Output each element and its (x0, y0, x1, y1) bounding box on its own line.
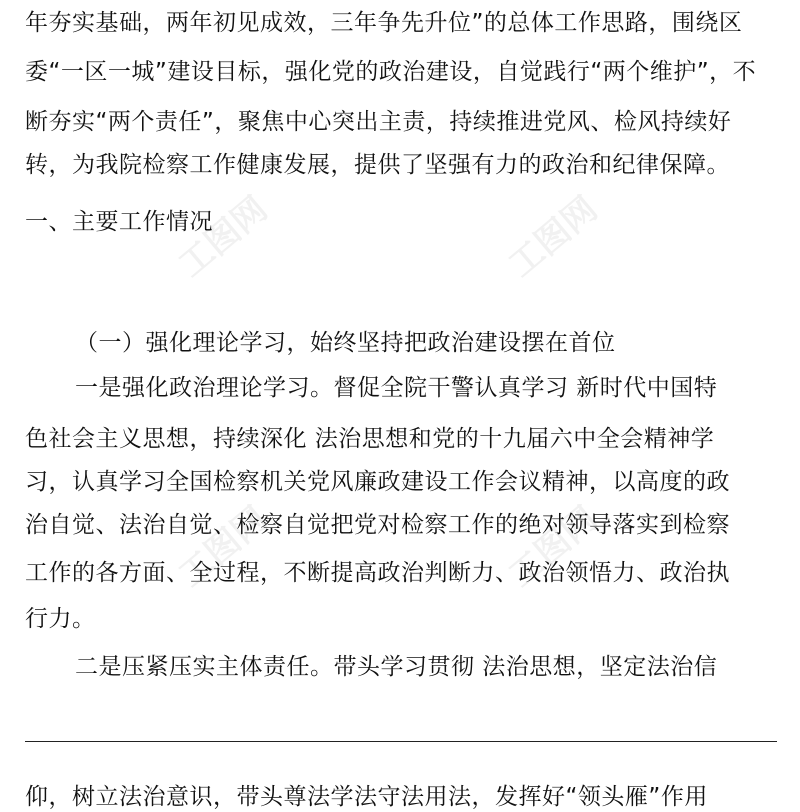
watermark-3: 工图网 (171, 499, 276, 596)
text-line: 行力。 (25, 606, 96, 632)
text-line: 断夯实“两个责任”，聚焦中心突出主责，持续推进党风、检风持续好 (25, 109, 732, 135)
text-line: 年夯实基础，两年初见成效，三年争先升位”的总体工作思路，围绕区 (25, 10, 743, 36)
text-line: 工作的各方面、全过程，不断提高政治判断力、政治领悟力、政治执 (25, 560, 730, 586)
text-line: 色社会主义思想，持续深化 法治思想和党的十九届六中全会精神学 (25, 426, 715, 452)
watermark-4: 工图网 (501, 499, 606, 596)
text-line: 习，认真学习全国检察机关党风廉政建设工作会议精神，以高度的政 (25, 469, 730, 495)
watermark-2: 工图网 (501, 189, 606, 286)
subheading: （一）强化理论学习，始终坚持把政治建设摆在首位 (75, 330, 616, 356)
page-divider (25, 741, 777, 742)
next-page-line: 仰，树立法治意识，带头尊法学法守法用法，发挥好“领头雁”作用 (25, 784, 708, 810)
paragraph-3-line: 二是压紧压实主体责任。带头学习贯彻 法治思想，坚定法治信 (75, 654, 718, 680)
text-line: 转，为我院检察工作健康发展，提供了坚强有力的政治和纪律保障。 (25, 152, 730, 178)
section-heading: 一、主要工作情况 (25, 209, 213, 235)
text-line: 委“一区一城”建设目标，强化党的政治建设，自觉践行“两个维护”，不 (25, 59, 757, 85)
watermark-1: 工图网 (171, 189, 276, 286)
text-line: 治自觉、法治自觉、检察自觉把党对检察工作的绝对领导落实到检察 (25, 512, 730, 538)
text-line: 一是强化政治理论学习。督促全院干警认真学习 新时代中国特 (75, 375, 718, 401)
